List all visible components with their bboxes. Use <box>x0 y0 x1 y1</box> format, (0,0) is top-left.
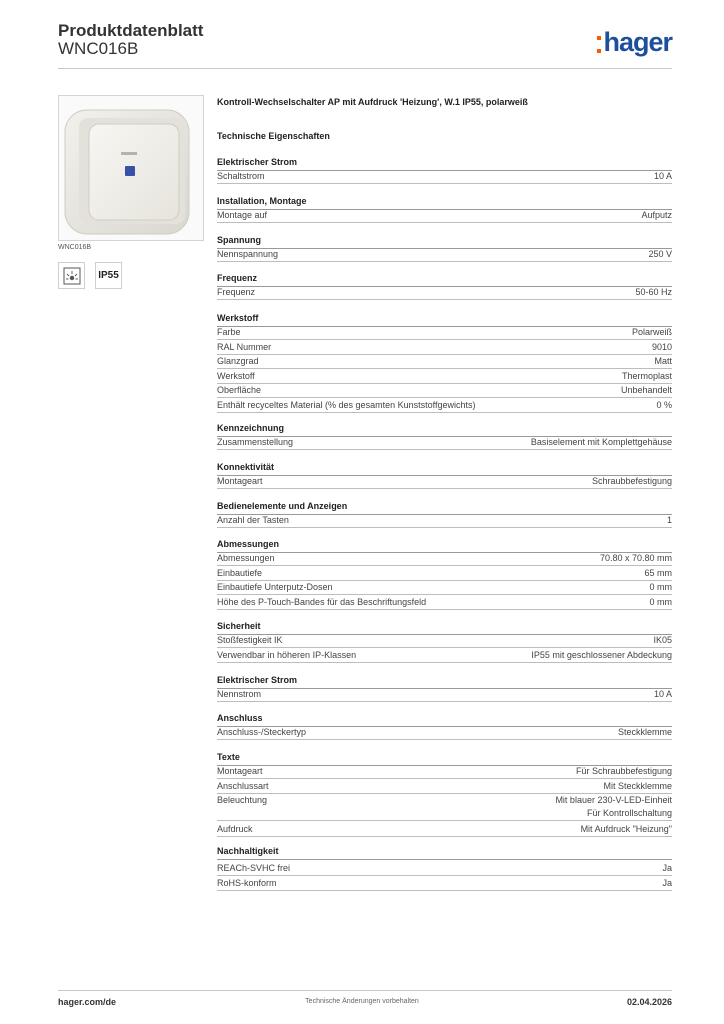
spec-value: Aufputz <box>641 210 672 220</box>
spec-value: 250 V <box>648 249 672 259</box>
section-heading: Anschluss <box>217 713 672 727</box>
section-heading: Werkstoff <box>217 313 672 327</box>
ip-rating-badge: IP55 <box>95 262 122 289</box>
spec-value: Matt <box>654 356 672 367</box>
spec-row <box>217 581 672 595</box>
spec-key: Nennstrom <box>217 689 262 699</box>
spec-row <box>217 649 672 663</box>
spec-row <box>217 326 672 340</box>
logo-dots-icon <box>597 36 601 53</box>
spec-key: Anschluss-/Steckertyp <box>217 727 307 737</box>
section-heading: Elektrischer Strom <box>217 675 672 689</box>
footer-website-link[interactable]: hager.com/de <box>58 997 117 1007</box>
product-title: Kontroll-Wechselschalter AP mit Aufdruck 'Heizung', W.1 IP55, polarweiß <box>217 97 528 107</box>
section-heading: Abmessungen <box>217 539 672 553</box>
tech-properties-heading: Technische Eigenschaften <box>217 131 330 141</box>
spec-row <box>217 370 672 384</box>
spec-value: 0 mm <box>649 596 672 607</box>
spec-value: Ja <box>662 877 672 888</box>
footer-divider <box>58 990 672 991</box>
spec-value: 1 <box>666 515 672 525</box>
spec-key: Einbautiefe <box>217 567 263 578</box>
spec-value: 10 A <box>653 689 672 699</box>
footer-disclaimer: Technische Änderungen vorbehalten <box>305 998 419 1005</box>
spec-value: Für Schraubbefestigung <box>575 766 672 776</box>
spec-row <box>217 514 672 528</box>
spec-row <box>217 567 672 581</box>
spec-key: RAL Nummer <box>217 341 272 352</box>
section-heading: Konnektivität <box>217 462 672 476</box>
section-heading: Texte <box>217 752 672 766</box>
spec-key: RoHS-konform <box>217 877 277 888</box>
spec-row <box>217 765 672 779</box>
product-number: WNC016B <box>58 39 139 58</box>
spec-value: Unbehandelt <box>620 385 672 396</box>
header-divider <box>58 68 672 69</box>
spec-key: Montageart <box>217 766 263 776</box>
spec-row <box>217 399 672 413</box>
spec-value: 9010 <box>651 341 672 352</box>
spec-row <box>217 436 672 450</box>
section-heading: Bedienelemente und Anzeigen <box>217 501 672 515</box>
spec-key: Montageart <box>217 476 263 486</box>
page-title: Produktdatenblatt <box>58 21 204 40</box>
spec-value: Schraubbefestigung <box>591 476 672 486</box>
spec-value: IK05 <box>653 635 672 645</box>
spec-row <box>217 341 672 355</box>
spec-key: Stoßfestigkeit IK <box>217 635 283 645</box>
section-heading: Elektrischer Strom <box>217 157 672 171</box>
spec-value: Polarweiß <box>631 327 672 337</box>
spec-row <box>217 688 672 702</box>
spec-value: Ja <box>662 863 672 873</box>
spec-row <box>217 475 672 489</box>
spec-key: Nennspannung <box>217 249 279 259</box>
indicator-light-badge <box>58 262 85 289</box>
spec-key: REACh-SVHC frei <box>217 863 291 873</box>
spec-row <box>217 823 672 837</box>
spec-key: Beleuchtung <box>217 795 268 806</box>
spec-row <box>217 248 672 262</box>
spec-key: Oberfläche <box>217 385 262 396</box>
section-heading: Kennzeichnung <box>217 423 672 437</box>
section-heading: Sicherheit <box>217 621 672 635</box>
spec-key: Höhe des P-Touch-Bandes für das Beschriftungsfeld <box>217 596 427 607</box>
product-code-label: WNC016B <box>58 244 92 251</box>
spec-key: Enthält recyceltes Material (% des gesamten Kunststoffgewichts) <box>217 400 476 410</box>
spec-key: Anschlussart <box>217 780 269 791</box>
section-heading: Spannung <box>217 235 672 249</box>
spec-row <box>217 209 672 223</box>
spec-row <box>217 726 672 740</box>
indicator-light-icon <box>62 266 82 286</box>
spec-value: 50-60 Hz <box>635 287 672 297</box>
spec-row <box>217 634 672 648</box>
product-image <box>58 95 204 241</box>
spec-row <box>217 780 672 794</box>
spec-value: IP55 mit geschlossener Abdeckung <box>531 649 672 660</box>
spec-key: Abmessungen <box>217 553 275 563</box>
section-heading: Nachhaltigkeit <box>217 846 672 860</box>
spec-row <box>217 794 672 821</box>
section-heading: Installation, Montage <box>217 196 672 210</box>
spec-key: Montage auf <box>217 210 268 220</box>
spec-row <box>217 355 672 369</box>
spec-row <box>217 170 672 184</box>
spec-value: Mit blauer 230-V-LED-Einheit Für Kontrollschaltung <box>555 795 672 819</box>
spec-key: Schaltstrom <box>217 171 265 181</box>
spec-row <box>217 877 672 891</box>
spec-value: 0 % <box>656 400 672 410</box>
spec-key: Verwendbar in höheren IP-Klassen <box>217 649 357 660</box>
spec-key: Frequenz <box>217 287 256 297</box>
spec-value: Basiselement mit Komplettgehäuse <box>530 437 672 447</box>
spec-key: Aufdruck <box>217 824 253 835</box>
spec-value: 10 A <box>653 171 672 181</box>
spec-row <box>217 286 672 300</box>
spec-value: Steckklemme <box>617 727 672 737</box>
spec-value: 0 mm <box>649 582 672 593</box>
spec-row <box>217 596 672 610</box>
spec-key: Zusammenstellung <box>217 437 294 447</box>
spec-value: Mit Aufdruck "Heizung" <box>580 824 672 835</box>
spec-key: Einbautiefe Unterputz-Dosen <box>217 582 333 593</box>
spec-row <box>217 862 672 876</box>
spec-key: Werkstoff <box>217 370 255 381</box>
section-heading: Frequenz <box>217 273 672 287</box>
spec-value: 65 mm <box>644 567 672 578</box>
spec-key: Glanzgrad <box>217 356 259 367</box>
hager-logo[interactable] <box>597 27 672 58</box>
spec-value: 70.80 x 70.80 mm <box>599 553 672 563</box>
spec-value: Mit Steckklemme <box>603 780 672 791</box>
spec-value: Thermoplast <box>621 370 672 381</box>
spec-key: Farbe <box>217 327 241 337</box>
spec-row <box>217 552 672 566</box>
logo-text: hager <box>603 27 672 57</box>
spec-key: Anzahl der Tasten <box>217 515 289 525</box>
spec-row <box>217 384 672 398</box>
footer-date: 02.04.2026 <box>626 997 672 1007</box>
switch-photo-icon <box>59 96 203 240</box>
